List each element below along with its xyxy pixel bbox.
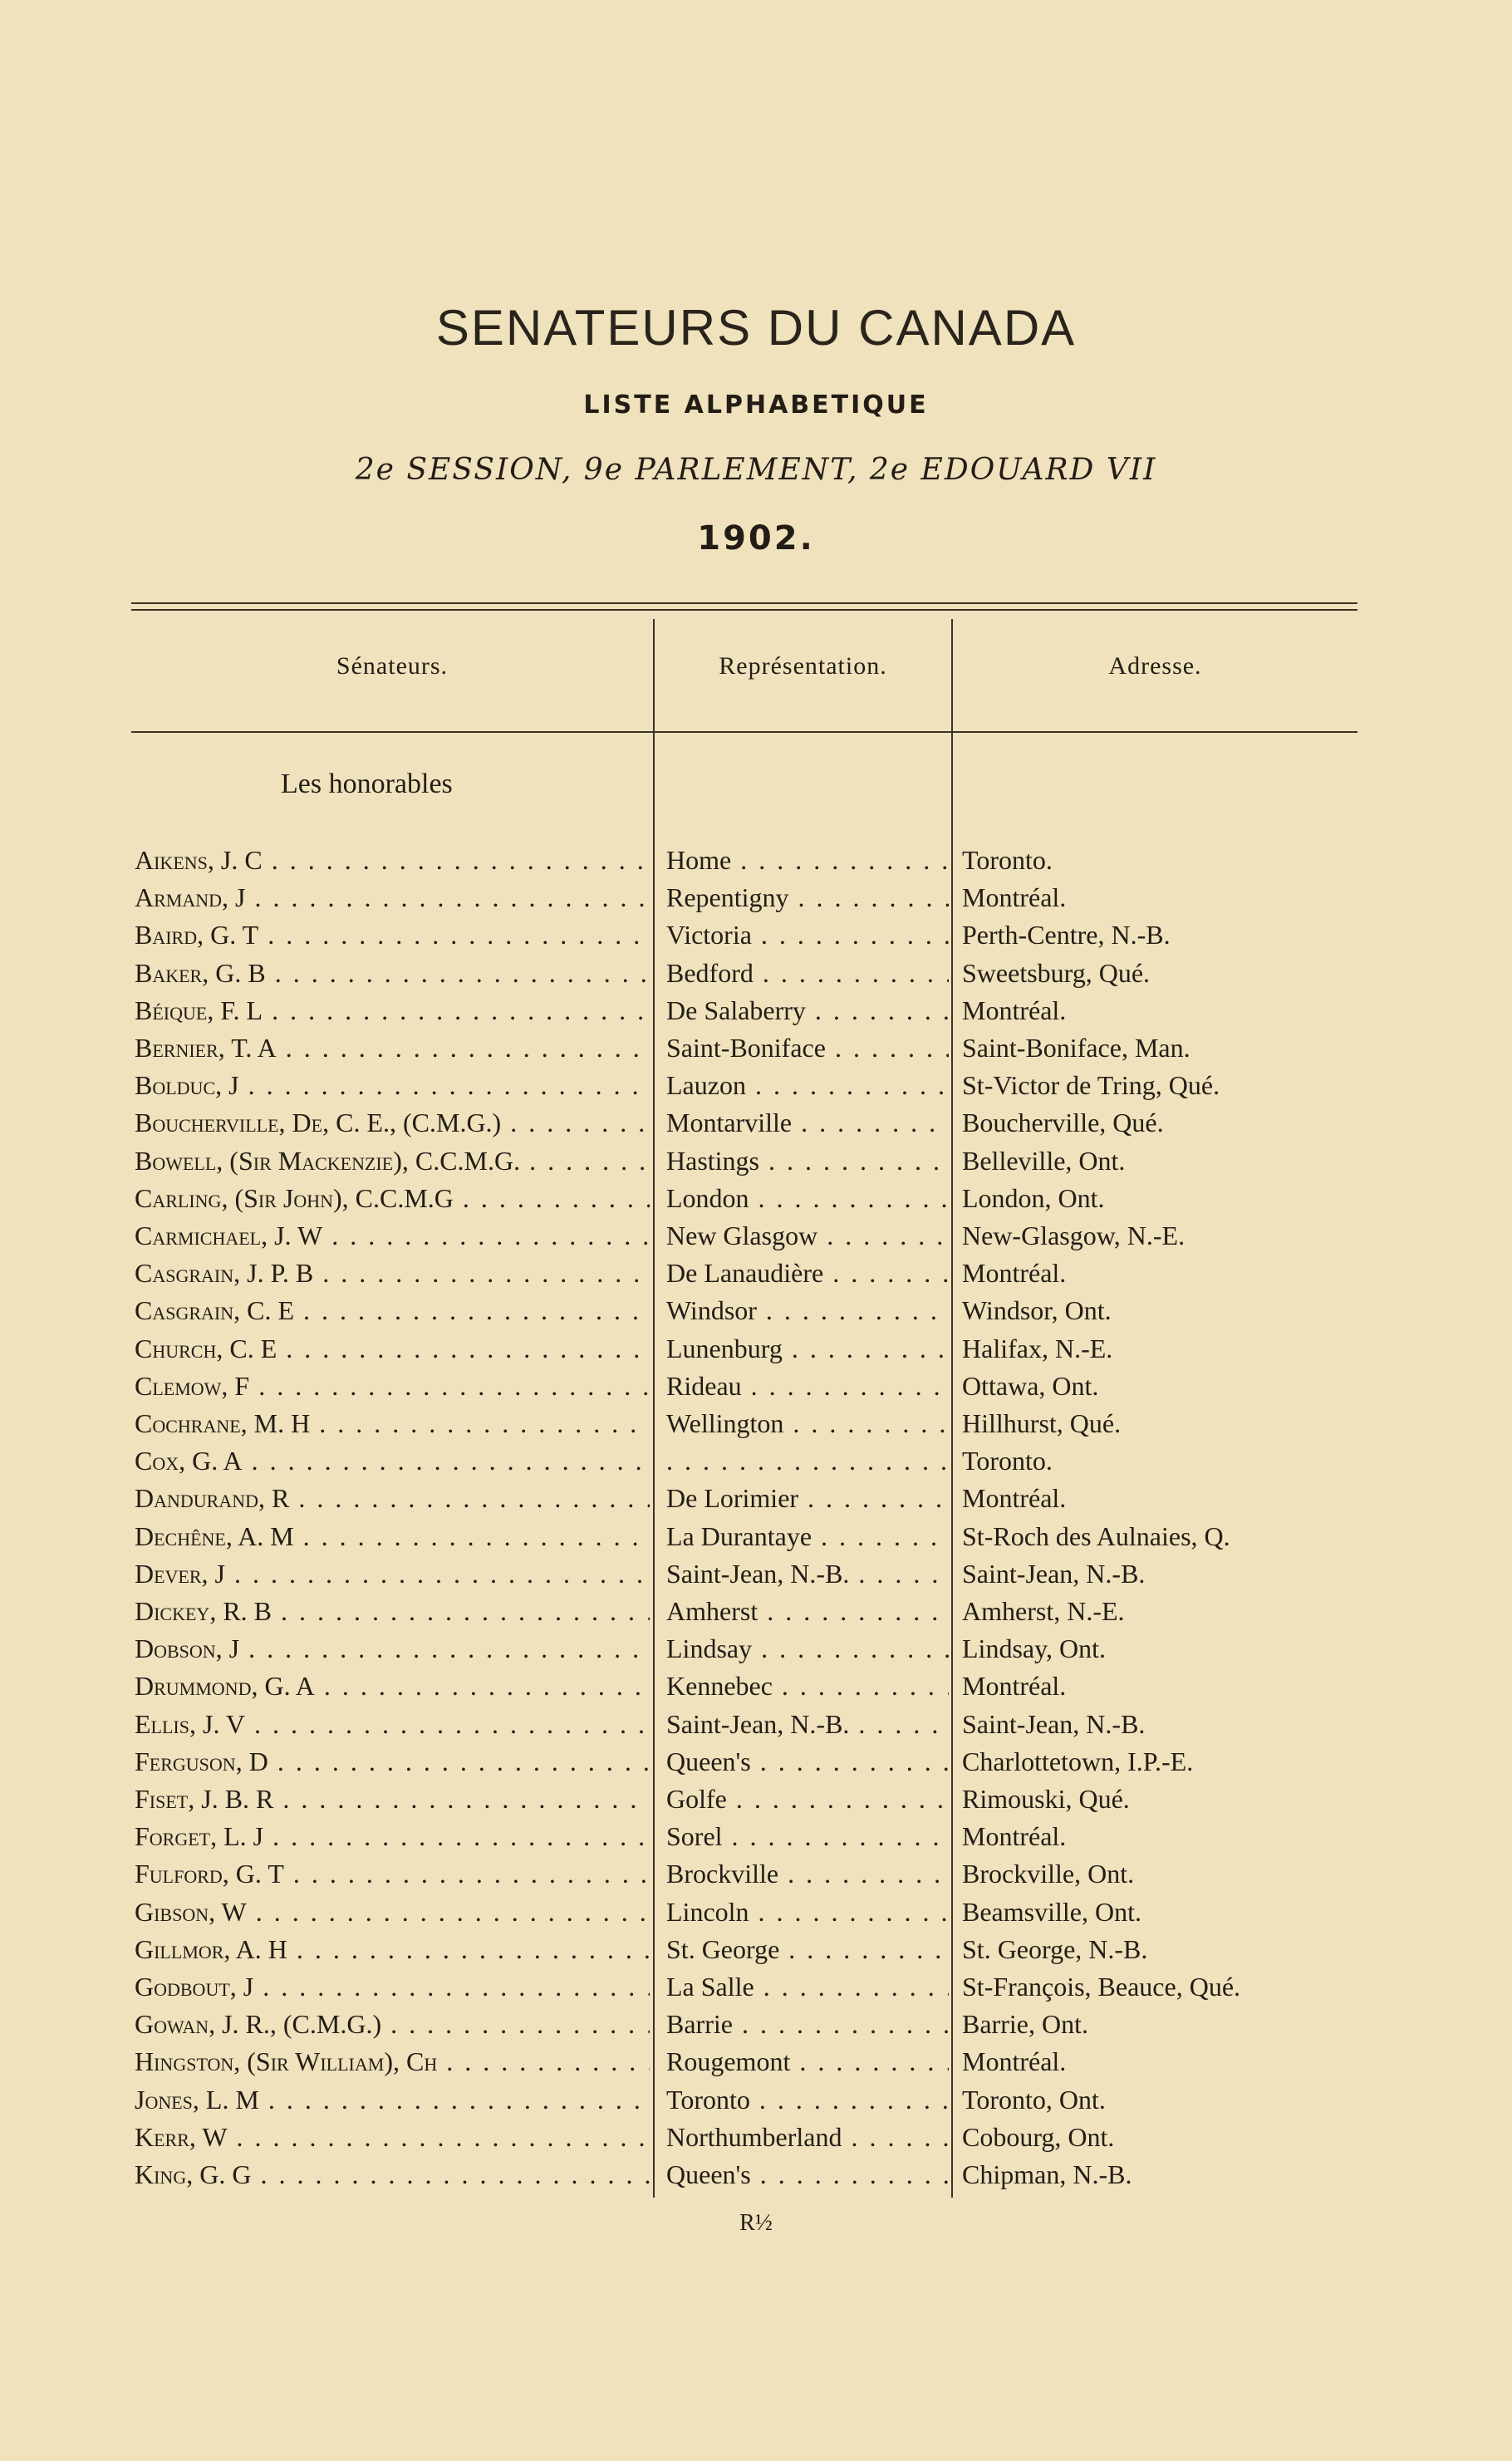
header-rule bbox=[131, 731, 1357, 733]
address: Barrie, Ont. bbox=[962, 2009, 1088, 2040]
representation: Sorel . . . bbox=[666, 1817, 949, 1855]
senator-name: Carling, (Sir John), C.C.M.G . . . bbox=[135, 1179, 650, 1217]
address: Saint-Jean, N.-B. bbox=[962, 1708, 1146, 1739]
table-row bbox=[0, 991, 1512, 1029]
table-row bbox=[0, 2005, 1512, 2043]
senator-name: Baird, G. T . . . bbox=[135, 916, 650, 954]
representation: Saint-Boniface . . . bbox=[666, 1029, 949, 1067]
table-row bbox=[0, 954, 1512, 992]
representation bbox=[666, 1442, 949, 1480]
senator-name: Bernier, T. A . . . bbox=[135, 1029, 650, 1067]
representation: Lauzon . . . bbox=[666, 1066, 949, 1104]
address: London, Ont. bbox=[962, 1182, 1105, 1213]
table-row bbox=[0, 1291, 1512, 1329]
table-row bbox=[0, 1893, 1512, 1931]
senator-name: Cochrane, M. H . . . bbox=[135, 1404, 650, 1442]
address: Montréal. bbox=[962, 2046, 1067, 2077]
senator-name: Armand, J . . . bbox=[135, 878, 650, 916]
representation: Wellington . . . bbox=[666, 1404, 949, 1442]
address: Beamsville, Ont. bbox=[962, 1896, 1141, 1927]
representation: Brockville . . . bbox=[666, 1854, 949, 1893]
address: Chipman, N.-B. bbox=[962, 2159, 1132, 2189]
representation: La Salle . . . bbox=[666, 1967, 949, 2006]
table-row bbox=[0, 1705, 1512, 1743]
senator-name: Béique, F. L . . . bbox=[135, 991, 650, 1029]
senator-name: Casgrain, J. P. B . . . bbox=[135, 1254, 650, 1292]
representation: Repentigny . . . bbox=[666, 878, 949, 916]
senator-name: Aikens, J. C . . . bbox=[135, 841, 650, 879]
table-row bbox=[0, 1555, 1512, 1593]
senator-name: Cox, G. A . . . bbox=[135, 1442, 650, 1480]
address: Toronto. bbox=[962, 1446, 1053, 1476]
year-line: 1902. bbox=[697, 519, 815, 558]
senator-name: Drummond, G. A . . . bbox=[135, 1667, 650, 1705]
address: Montréal. bbox=[962, 1483, 1067, 1514]
address: Perth-Centre, N.-B. bbox=[962, 920, 1171, 951]
address: Toronto. bbox=[962, 845, 1053, 875]
senator-name: Dobson, J . . . bbox=[135, 1629, 650, 1668]
senator-name: Kerr, W . . . bbox=[135, 2118, 650, 2156]
top-rule-2 bbox=[131, 609, 1357, 611]
representation: Rideau . . . bbox=[666, 1367, 949, 1405]
representation: De Lorimier . . . bbox=[666, 1479, 949, 1517]
senator-name: Bowell, (Sir Mackenzie), C.C.M.G. . . . bbox=[135, 1142, 650, 1180]
senator-name: Casgrain, C. E . . . bbox=[135, 1291, 650, 1329]
table-row bbox=[0, 916, 1512, 954]
address: St. George, N.-B. bbox=[962, 1933, 1148, 1964]
table-row bbox=[0, 1103, 1512, 1142]
table-row bbox=[0, 1066, 1512, 1104]
senator-name: Gillmor, A. H . . . bbox=[135, 1930, 650, 1968]
session-line: 2e SESSION, 9e PARLEMENT, 2e EDOUARD VII bbox=[355, 453, 1157, 487]
representation: Queen's . . . bbox=[666, 1742, 949, 1781]
address: Belleville, Ont. bbox=[962, 1145, 1126, 1176]
senator-name: Dandurand, R . . . bbox=[135, 1479, 650, 1517]
senator-name: Ellis, J. V . . . bbox=[135, 1705, 650, 1743]
senator-name: Church, C. E . . . bbox=[135, 1329, 650, 1368]
representation: Rougemont . . . bbox=[666, 2042, 949, 2080]
column-header-representation: Représentation. bbox=[719, 652, 887, 680]
representation: Windsor . . . bbox=[666, 1291, 949, 1329]
representation: Victoria . . . bbox=[666, 916, 949, 954]
table-row bbox=[0, 1930, 1512, 1968]
table-row bbox=[0, 1216, 1512, 1255]
senator-name: Bolduc, J . . . bbox=[135, 1066, 650, 1104]
representation: La Durantaye . . . bbox=[666, 1517, 949, 1555]
representation: Kennebec . . . bbox=[666, 1667, 949, 1705]
senator-name: Carmichael, J. W . . . bbox=[135, 1216, 650, 1255]
table-row bbox=[0, 1404, 1512, 1442]
page-subtitle: LISTE ALPHABETIQUE bbox=[583, 391, 929, 420]
table-row bbox=[0, 2042, 1512, 2080]
table-row bbox=[0, 1179, 1512, 1217]
table-row bbox=[0, 1329, 1512, 1368]
intro-text: Les honorables bbox=[281, 769, 453, 799]
address: Montréal. bbox=[962, 1258, 1067, 1289]
senator-name: Clemow, F . . . bbox=[135, 1367, 650, 1405]
address: Ottawa, Ont. bbox=[962, 1370, 1099, 1401]
address: Halifax, N.-E. bbox=[962, 1333, 1113, 1363]
representation: Northumberland . . . bbox=[666, 2118, 949, 2156]
table-row bbox=[0, 1479, 1512, 1517]
table-row bbox=[0, 1029, 1512, 1067]
address: Montréal. bbox=[962, 995, 1067, 1025]
representation: Golfe . . . bbox=[666, 1780, 949, 1818]
representation: Hastings . . . bbox=[666, 1142, 949, 1180]
senator-name: Dechêne, A. M . . . bbox=[135, 1517, 650, 1555]
address: Saint-Jean, N.-B. bbox=[962, 1558, 1146, 1589]
senator-name: Ferguson, D . . . bbox=[135, 1742, 650, 1781]
table-row bbox=[0, 1780, 1512, 1818]
representation: Montarville . . . bbox=[666, 1103, 949, 1142]
representation: Amherst . . . bbox=[666, 1592, 949, 1630]
address: St-Roch des Aulnaies, Q. bbox=[962, 1520, 1230, 1551]
representation: St. George . . . bbox=[666, 1930, 949, 1968]
senator-name: King, G. G . . . bbox=[135, 2155, 650, 2193]
address: Saint-Boniface, Man. bbox=[962, 1033, 1190, 1063]
representation: Toronto . . . bbox=[666, 2080, 949, 2119]
table-row bbox=[0, 2080, 1512, 2119]
page-title: SENATEURS DU CANADA bbox=[435, 300, 1077, 356]
page-signature: R½ bbox=[739, 2210, 773, 2236]
address: Toronto, Ont. bbox=[962, 2084, 1106, 2115]
address: Brockville, Ont. bbox=[962, 1859, 1135, 1889]
table-row bbox=[0, 878, 1512, 916]
senator-name: Forget, L. J . . . bbox=[135, 1817, 650, 1855]
representation: New Glasgow . . . bbox=[666, 1216, 949, 1255]
address: Montréal. bbox=[962, 1671, 1067, 1702]
senator-name: Hingston, (Sir William), Ch . . . bbox=[135, 2042, 650, 2080]
address: Cobourg, Ont. bbox=[962, 2121, 1115, 2152]
senator-name: Fulford, G. T . . . bbox=[135, 1854, 650, 1893]
representation: Home . . . bbox=[666, 841, 949, 879]
senator-name: Gowan, J. R., (C.M.G.) . . . bbox=[135, 2005, 650, 2043]
senator-name: Dever, J . . . bbox=[135, 1555, 650, 1593]
table-row bbox=[0, 1592, 1512, 1630]
senator-name: Gibson, W . . . bbox=[135, 1893, 650, 1931]
table-row bbox=[0, 2118, 1512, 2156]
table-row bbox=[0, 1629, 1512, 1668]
table-row bbox=[0, 1367, 1512, 1405]
table-row bbox=[0, 1442, 1512, 1480]
address: Hillhurst, Qué. bbox=[962, 1408, 1122, 1438]
representation: De Lanaudière . . . bbox=[666, 1254, 949, 1292]
representation: Lunenburg . . . bbox=[666, 1329, 949, 1368]
address: Montréal. bbox=[962, 882, 1067, 913]
address: Boucherville, Qué. bbox=[962, 1108, 1164, 1138]
address: Windsor, Ont. bbox=[962, 1295, 1112, 1326]
table-row bbox=[0, 841, 1512, 879]
table-row bbox=[0, 1142, 1512, 1180]
representation: Lindsay . . . bbox=[666, 1629, 949, 1668]
address: Montréal. bbox=[962, 1821, 1067, 1852]
senator-name: Boucherville, De, C. E., (C.M.G.) . . . bbox=[135, 1103, 650, 1142]
address: St-Victor de Tring, Qué. bbox=[962, 1070, 1220, 1101]
address: Amherst, N.-E. bbox=[962, 1596, 1125, 1626]
representation: Lincoln . . . bbox=[666, 1893, 949, 1931]
address: Lindsay, Ont. bbox=[962, 1633, 1107, 1664]
representation: Bedford . . . bbox=[666, 954, 949, 992]
representation: London . . . bbox=[666, 1179, 949, 1217]
senator-name: Baker, G. B . . . bbox=[135, 954, 650, 992]
table-row bbox=[0, 1854, 1512, 1893]
senator-name: Dickey, R. B . . . bbox=[135, 1592, 650, 1630]
table-row bbox=[0, 1517, 1512, 1555]
table-row bbox=[0, 1742, 1512, 1781]
table-row bbox=[0, 1817, 1512, 1855]
representation: De Salaberry . . . bbox=[666, 991, 949, 1029]
representation: Saint-Jean, N.-B. . . . bbox=[666, 1705, 949, 1743]
table-row bbox=[0, 1667, 1512, 1705]
address: St-François, Beauce, Qué. bbox=[962, 1972, 1241, 2002]
table-row bbox=[0, 2155, 1512, 2193]
senator-name: Fiset, J. B. R . . . bbox=[135, 1780, 650, 1818]
senator-name: Jones, L. M . . . bbox=[135, 2080, 650, 2119]
senator-name: Godbout, J . . . bbox=[135, 1967, 650, 2006]
representation: Saint-Jean, N.-B. . . . bbox=[666, 1555, 949, 1593]
representation: Queen's . . . bbox=[666, 2155, 949, 2193]
address: Charlottetown, I.P.-E. bbox=[962, 1746, 1194, 1776]
table-row bbox=[0, 1967, 1512, 2006]
column-header-senateurs: Sénateurs. bbox=[336, 652, 449, 680]
table-row bbox=[0, 1254, 1512, 1292]
top-rule bbox=[131, 602, 1357, 604]
address: Sweetsburg, Qué. bbox=[962, 957, 1151, 988]
address: Rimouski, Qué. bbox=[962, 1784, 1130, 1814]
representation: Barrie . . . bbox=[666, 2005, 949, 2043]
column-header-adresse: Adresse. bbox=[1108, 652, 1202, 680]
address: New-Glasgow, N.-E. bbox=[962, 1221, 1186, 1250]
